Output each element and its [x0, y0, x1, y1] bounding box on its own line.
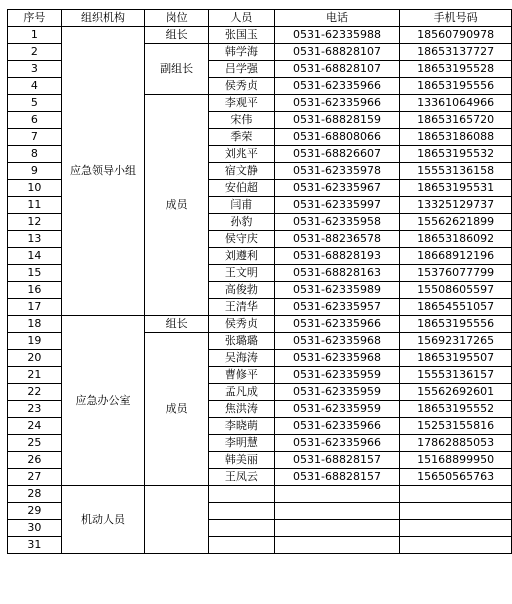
cell-mobile: 15508605597	[400, 282, 512, 299]
cell-mobile: 18653195556	[400, 316, 512, 333]
cell-mobile: 15253155816	[400, 418, 512, 435]
cell-seq: 27	[8, 469, 62, 486]
cell-seq: 14	[8, 248, 62, 265]
cell-seq: 2	[8, 44, 62, 61]
cell-person: 季荣	[209, 129, 275, 146]
cell-org: 应急领导小组	[61, 27, 145, 316]
cell-phone: 0531-88236578	[274, 231, 400, 248]
cell-phone: 0531-68808066	[274, 129, 400, 146]
cell-person: 李晓萌	[209, 418, 275, 435]
cell-seq: 6	[8, 112, 62, 129]
cell-position: 组长	[145, 27, 209, 44]
cell-seq: 12	[8, 214, 62, 231]
cell-seq: 29	[8, 503, 62, 520]
cell-phone: 0531-62335966	[274, 316, 400, 333]
cell-person: 李观平	[209, 95, 275, 112]
cell-seq: 7	[8, 129, 62, 146]
cell-phone: 0531-68828107	[274, 61, 400, 78]
cell-phone: 0531-62335958	[274, 214, 400, 231]
cell-phone: 0531-68828157	[274, 452, 400, 469]
cell-person: 张璐璐	[209, 333, 275, 350]
cell-mobile: 18653195507	[400, 350, 512, 367]
cell-seq: 15	[8, 265, 62, 282]
cell-person: 孟凡成	[209, 384, 275, 401]
cell-mobile: 13361064966	[400, 95, 512, 112]
cell-phone	[274, 537, 400, 554]
cell-mobile: 18560790978	[400, 27, 512, 44]
cell-phone: 0531-62335966	[274, 78, 400, 95]
cell-seq: 28	[8, 486, 62, 503]
cell-seq: 10	[8, 180, 62, 197]
cell-person: 曹修平	[209, 367, 275, 384]
cell-seq: 3	[8, 61, 62, 78]
cell-mobile: 18653195556	[400, 78, 512, 95]
cell-phone: 0531-68826607	[274, 146, 400, 163]
cell-person: 安伯超	[209, 180, 275, 197]
cell-seq: 8	[8, 146, 62, 163]
cell-seq: 4	[8, 78, 62, 95]
cell-mobile: 15553136158	[400, 163, 512, 180]
cell-mobile: 15376077799	[400, 265, 512, 282]
cell-seq: 5	[8, 95, 62, 112]
cell-phone: 0531-62335959	[274, 401, 400, 418]
cell-person: 韩美丽	[209, 452, 275, 469]
cell-person: 宋伟	[209, 112, 275, 129]
cell-phone	[274, 520, 400, 537]
table-row	[8, 486, 512, 503]
cell-person: 王凤云	[209, 469, 275, 486]
cell-seq: 17	[8, 299, 62, 316]
cell-seq: 1	[8, 27, 62, 44]
cell-seq: 18	[8, 316, 62, 333]
cell-phone: 0531-62335966	[274, 95, 400, 112]
cell-mobile: 15692317265	[400, 333, 512, 350]
cell-seq: 30	[8, 520, 62, 537]
cell-person: 吕学强	[209, 61, 275, 78]
cell-phone: 0531-68828193	[274, 248, 400, 265]
cell-org: 应急办公室	[61, 316, 145, 486]
cell-phone: 0531-68828107	[274, 44, 400, 61]
cell-phone: 0531-62335988	[274, 27, 400, 44]
cell-phone: 0531-62335957	[274, 299, 400, 316]
cell-phone: 0531-62335966	[274, 435, 400, 452]
cell-person: 宿文静	[209, 163, 275, 180]
cell-phone: 0531-62335967	[274, 180, 400, 197]
cell-person: 吴海涛	[209, 350, 275, 367]
cell-phone: 0531-62335968	[274, 333, 400, 350]
header-position: 岗位	[145, 10, 209, 27]
cell-mobile: 18653195528	[400, 61, 512, 78]
cell-seq: 26	[8, 452, 62, 469]
cell-person	[209, 520, 275, 537]
cell-phone: 0531-62335966	[274, 418, 400, 435]
cell-position: 组长	[145, 316, 209, 333]
table-body	[8, 27, 512, 554]
cell-person: 高俊勃	[209, 282, 275, 299]
cell-mobile: 18668912196	[400, 248, 512, 265]
cell-mobile: 18653165720	[400, 112, 512, 129]
contact-table	[7, 9, 512, 554]
cell-mobile	[400, 537, 512, 554]
header-phone: 电话	[274, 10, 400, 27]
cell-person: 侯守庆	[209, 231, 275, 248]
cell-seq: 24	[8, 418, 62, 435]
cell-person: 张国玉	[209, 27, 275, 44]
cell-phone: 0531-68828157	[274, 469, 400, 486]
cell-person: 李明慧	[209, 435, 275, 452]
cell-mobile: 18653186088	[400, 129, 512, 146]
cell-mobile: 15553136157	[400, 367, 512, 384]
cell-mobile: 18654551057	[400, 299, 512, 316]
cell-person: 王清华	[209, 299, 275, 316]
cell-person: 侯秀贞	[209, 78, 275, 95]
cell-seq: 23	[8, 401, 62, 418]
cell-mobile	[400, 503, 512, 520]
cell-person: 侯秀贞	[209, 316, 275, 333]
cell-mobile: 18653186092	[400, 231, 512, 248]
cell-phone: 0531-68828163	[274, 265, 400, 282]
cell-mobile: 13325129737	[400, 197, 512, 214]
cell-phone: 0531-62335978	[274, 163, 400, 180]
cell-seq: 22	[8, 384, 62, 401]
cell-seq: 13	[8, 231, 62, 248]
cell-person: 王文明	[209, 265, 275, 282]
cell-phone: 0531-62335997	[274, 197, 400, 214]
cell-person	[209, 503, 275, 520]
cell-seq: 11	[8, 197, 62, 214]
cell-seq: 9	[8, 163, 62, 180]
cell-mobile: 18653195531	[400, 180, 512, 197]
cell-person: 闫甫	[209, 197, 275, 214]
cell-position	[145, 486, 209, 554]
cell-mobile: 15562621899	[400, 214, 512, 231]
cell-seq: 31	[8, 537, 62, 554]
cell-seq: 20	[8, 350, 62, 367]
cell-mobile: 17862885053	[400, 435, 512, 452]
cell-seq: 19	[8, 333, 62, 350]
cell-mobile: 18653137727	[400, 44, 512, 61]
cell-phone: 0531-62335959	[274, 384, 400, 401]
cell-position: 成员	[145, 333, 209, 486]
cell-seq: 25	[8, 435, 62, 452]
header-person: 人员	[209, 10, 275, 27]
cell-phone: 0531-68828159	[274, 112, 400, 129]
cell-seq: 16	[8, 282, 62, 299]
header-mobile: 手机号码	[400, 10, 512, 27]
table-row	[8, 27, 512, 44]
cell-phone: 0531-62335959	[274, 367, 400, 384]
cell-person: 刘遵利	[209, 248, 275, 265]
cell-position: 成员	[145, 95, 209, 316]
table-row	[8, 316, 512, 333]
cell-mobile: 18653195532	[400, 146, 512, 163]
cell-org: 机动人员	[61, 486, 145, 554]
header-seq: 序号	[8, 10, 62, 27]
cell-mobile	[400, 520, 512, 537]
cell-person	[209, 486, 275, 503]
cell-person: 刘兆平	[209, 146, 275, 163]
cell-person	[209, 537, 275, 554]
header-row	[8, 10, 512, 27]
cell-person: 韩学海	[209, 44, 275, 61]
cell-seq: 21	[8, 367, 62, 384]
cell-mobile: 15650565763	[400, 469, 512, 486]
cell-phone: 0531-62335989	[274, 282, 400, 299]
cell-mobile	[400, 486, 512, 503]
cell-person: 孙豹	[209, 214, 275, 231]
header-org: 组织机构	[61, 10, 145, 27]
cell-position: 副组长	[145, 44, 209, 95]
cell-phone	[274, 486, 400, 503]
cell-phone	[274, 503, 400, 520]
cell-mobile: 18653195552	[400, 401, 512, 418]
cell-phone: 0531-62335968	[274, 350, 400, 367]
cell-mobile: 15168899950	[400, 452, 512, 469]
cell-person: 焦洪涛	[209, 401, 275, 418]
cell-mobile: 15562692601	[400, 384, 512, 401]
